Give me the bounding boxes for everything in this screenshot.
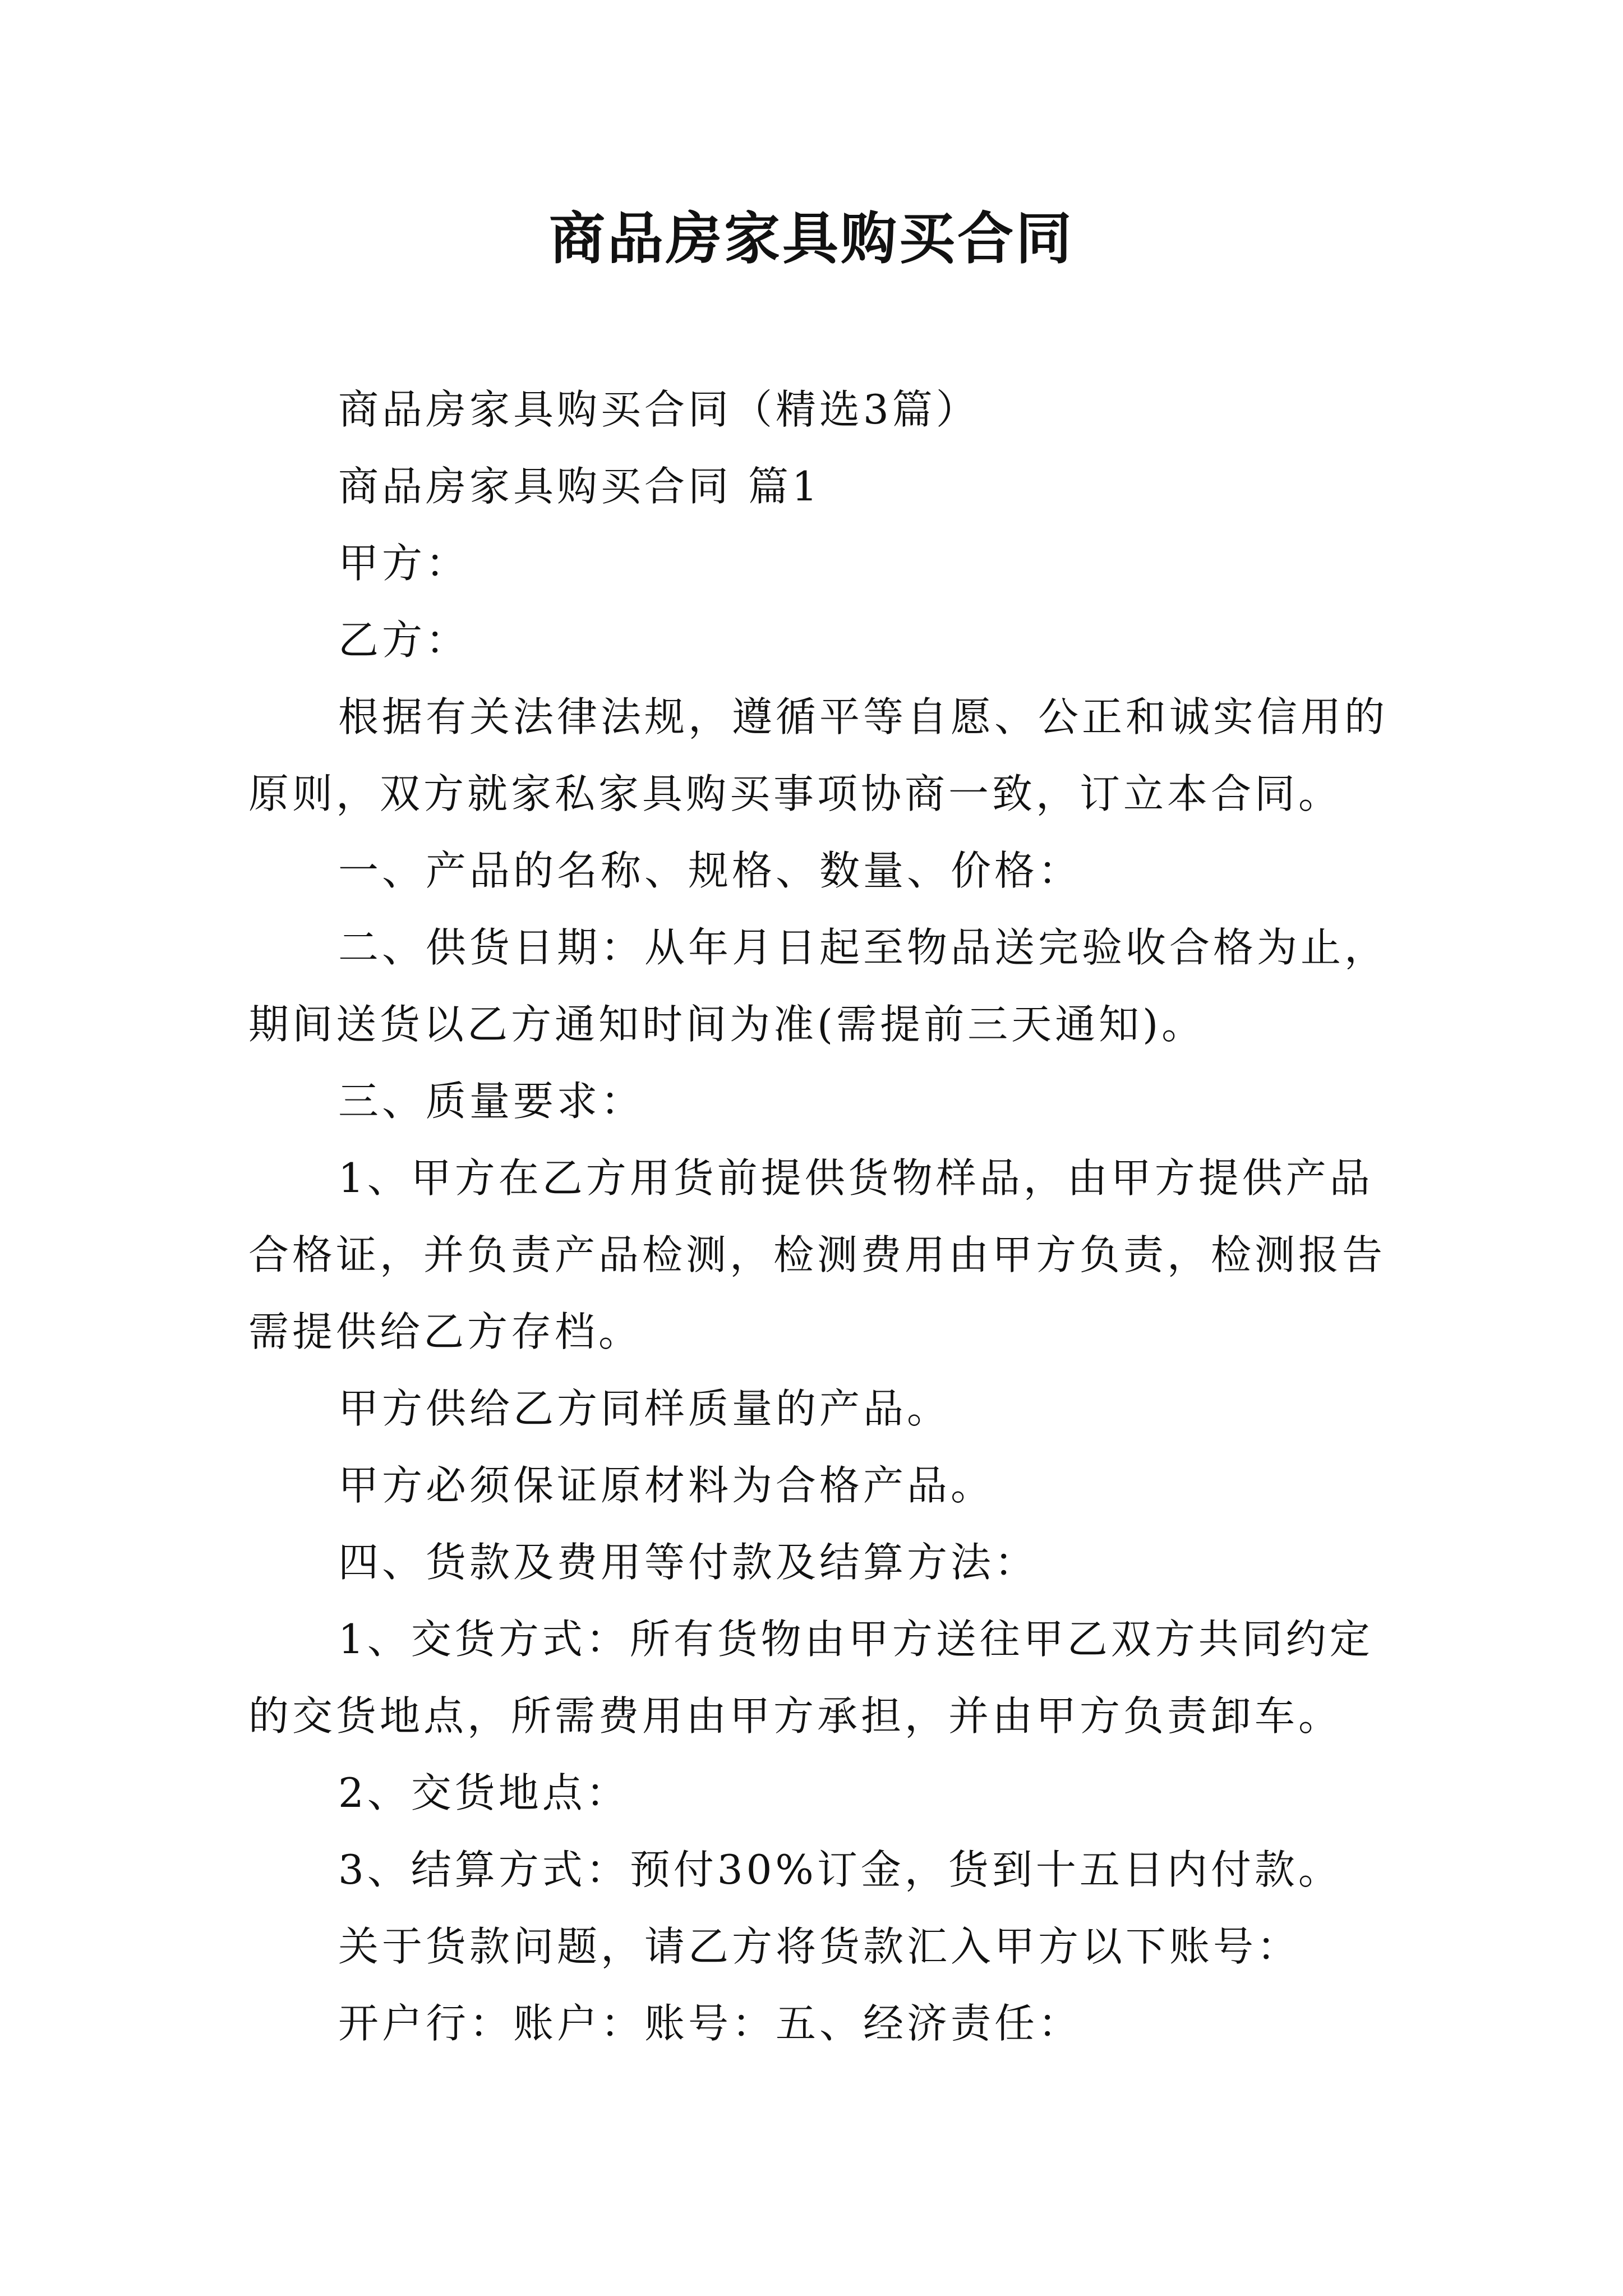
paragraph-payment-account: 关于货款问题，请乙方将货款汇入甲方以下账号： (338, 1923, 1301, 1970)
paragraph-clause-2: 二、供货日期：从年月日起至物品送完验收合格为止，期间送货以乙方通知时间为准(需提前三天通知)。 (248, 924, 1389, 1048)
document-body (248, 371, 1390, 2062)
paragraph-party-b: 乙方： (338, 616, 470, 664)
paragraph-clause-1: 一、产品的名称、规格、数量、价格： (338, 847, 1082, 894)
paragraph-party-a: 甲方： (338, 540, 470, 587)
paragraph-preamble: 根据有关法律法规，遵循平等自愿、公正和诚实信用的原则，双方就家私家具购买事项协商一致，订立本合同。 (248, 693, 1389, 817)
paragraph-raw-materials: 甲方必须保证原材料为合格产品。 (338, 1462, 995, 1509)
paragraph-collection-title: 商品房家具购买合同（精选3篇） (338, 386, 980, 433)
document-title: 商品房家具购买合同 (549, 205, 1074, 272)
paragraph-clause-3-item-1: 1、甲方在乙方用货前提供货物样品，由甲方提供产品合格证，并负责产品检测，检测费用由甲方负责，检测报告需提供给乙方存档。 (248, 1154, 1386, 1355)
paragraph-clause-4: 四、货款及费用等付款及结算方法： (338, 1539, 1039, 1586)
paragraph-delivery-location: 2、交货地点： (338, 1769, 630, 1816)
paragraph-delivery-method: 1、交货方式：所有货物由甲方送往甲乙双方共同约定的交货地点，所需费用由甲方承担，并由甲方负责卸车。 (248, 1616, 1373, 1740)
paragraph-same-quality: 甲方供给乙方同样质量的产品。 (338, 1385, 951, 1432)
paragraph-bank-details: 开户行：账户：账号：五、经济责任： (338, 2000, 1082, 2047)
paragraph-section-heading: 商品房家具购买合同 篇1 (338, 463, 821, 510)
paragraph-settlement-method: 3、结算方式：预付30%订金，货到十五日内付款。 (338, 1846, 1342, 1893)
paragraph-clause-3: 三、质量要求： (338, 1078, 645, 1125)
